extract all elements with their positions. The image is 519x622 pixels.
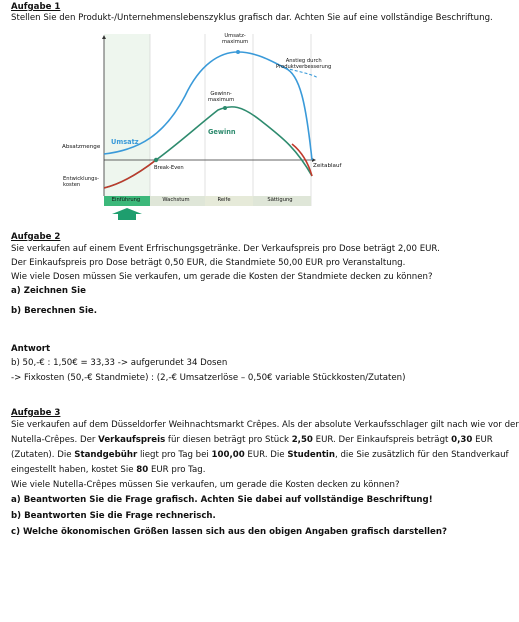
phase-label-einfuehrung: Einführung <box>111 197 141 203</box>
aufgabe2-b: b) Berechnen Sie. <box>11 306 98 316</box>
ylabel-entwicklungskosten: Entwicklungs- kosten <box>63 176 100 188</box>
label-gewinn: Gewinn <box>208 128 236 136</box>
aufgabe2-line2: Der Einkaufspreis pro Dose beträgt 0,50 EUR, die Standmiete 50,00 EUR pro Veranstaltung. <box>11 258 406 268</box>
label-umsatzmaximum: Umsatz- maximum <box>222 33 249 45</box>
label-anstieg: Anstieg durch Produktverbesserung <box>276 58 332 70</box>
phase-label-saettigung: Sättigung <box>267 197 293 203</box>
phase-label-reife: Reife <box>217 197 231 203</box>
aufgabe3-line2: Nutella-Crêpes. Der Verkaufspreis für diesen beträgt pro Stück 2,50 EUR. Der Einkaufspreis beträgt 0,30 EUR <box>11 435 493 445</box>
phase-einfuehrung-bg <box>104 34 150 206</box>
ylabel-absatzmenge: Absatzmenge <box>62 144 101 150</box>
einfuehrung-arrow-icon <box>112 208 142 220</box>
aufgabe1-heading: Aufgabe 1 <box>11 2 61 12</box>
breakeven-point <box>154 158 158 162</box>
aufgabe3-line4: eingestellt haben, kostet Sie 80 EUR pro Tag. <box>11 465 206 475</box>
aufgabe3-b: b) Beantworten Sie die Frage rechnerisch. <box>11 511 216 521</box>
label-umsatz: Umsatz <box>111 138 139 146</box>
aufgabe2-a: a) Zeichnen Sie <box>11 286 86 296</box>
aufgabe3-line1: Sie verkaufen auf dem Düsseldorfer Weihnachtsmarkt Crêpes. Als der absolute Verkaufsschlager gilt nach wie vor der <box>11 420 519 430</box>
label-breakeven: Break-Even <box>154 165 184 171</box>
aufgabe3-line3: (Zutaten). Die Standgebühr liegt pro Tag bei 100,00 EUR. Die Studentin, die Sie zusätzlich für den Standverkauf <box>11 450 509 460</box>
aufgabe2-heading: Aufgabe 2 <box>11 232 61 242</box>
xlabel-zeitablauf: Zeitablauf <box>313 163 342 169</box>
aufgabe1-text: Stellen Sie den Produkt-/Unternehmenslebenszyklus grafisch dar. Achten Sie auf eine vollständige Beschriftung. <box>11 13 493 23</box>
aufgabe3-c: c) Welche ökonomischen Größen lassen sich aus den obigen Angaben grafisch darstellen? <box>11 527 447 537</box>
phase-label-wachstum: Wachstum <box>162 197 190 203</box>
aufgabe3-line5: Wie viele Nutella-Crêpes müssen Sie verkaufen, um gerade die Kosten decken zu können? <box>11 480 400 490</box>
antwort-line2: -> Fixkosten (50,-€ Standmiete) : (2,-€ Umsatzerlöse – 0,50€ variable Stückkosten/Zutaten) <box>11 373 406 383</box>
aufgabe2-line3: Wie viele Dosen müssen Sie verkaufen, um gerade die Kosten der Standmiete decken zu können? <box>11 272 433 282</box>
aufgabe3-a: a) Beantworten Sie die Frage grafisch. Achten Sie dabei auf vollständige Beschriftung! <box>11 495 433 505</box>
antwort-heading: Antwort <box>11 344 51 354</box>
aufgabe3-heading: Aufgabe 3 <box>11 408 61 418</box>
gewinnmaximum-point <box>223 106 227 110</box>
aufgabe2-line1: Sie verkaufen auf einem Event Erfrischungsgetränke. Der Verkaufspreis pro Dose beträgt 2,00 EUR. <box>11 244 440 254</box>
umsatzmaximum-point <box>236 50 240 54</box>
label-gewinnmaximum: Gewinn- maximum <box>208 91 235 103</box>
antwort-line1: b) 50,-€ : 1,50€ = 33,33 -> aufgerundet 34 Dosen <box>11 358 228 368</box>
